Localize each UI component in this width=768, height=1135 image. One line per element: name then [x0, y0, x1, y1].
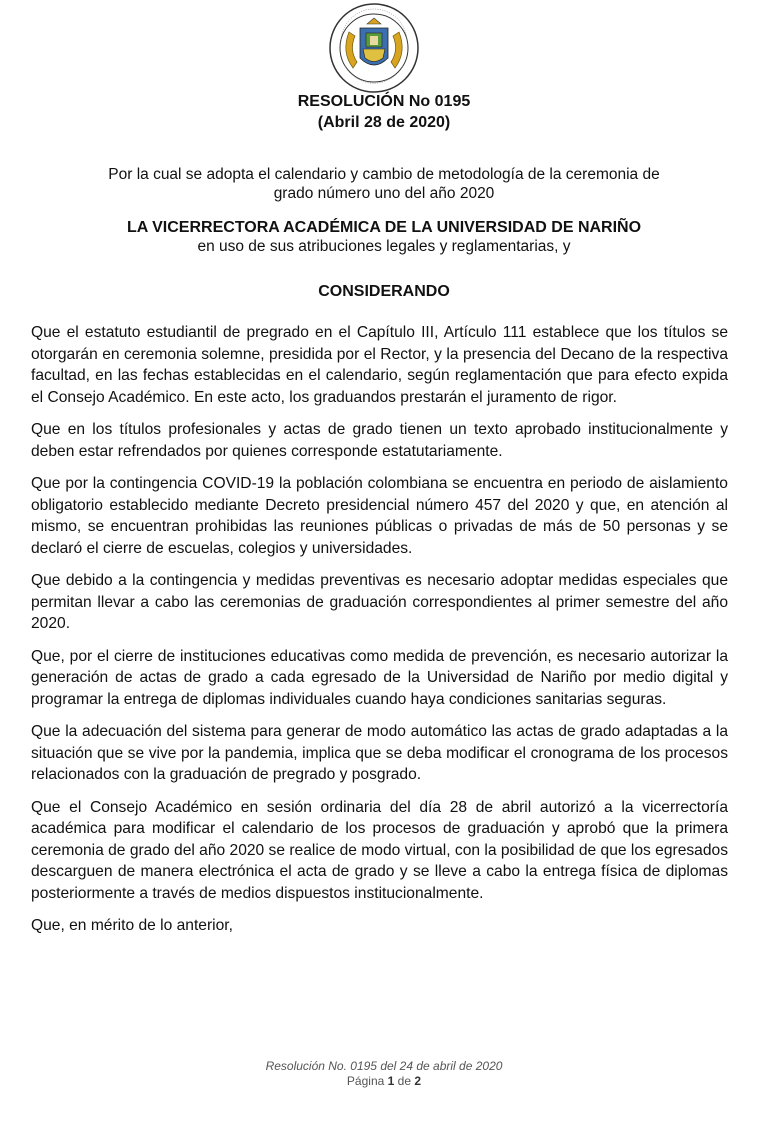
footer-page-total: 2: [414, 1074, 422, 1088]
resolution-title: RESOLUCIÓN No 0195: [297, 93, 471, 110]
consideration-paragraph: Que el estatuto estudiantil de pregrado en el Capítulo III, Artículo 111 establece que los títulos se otorgarán en ceremonia solemne, presidida por el Rector, y la presencia del Decano de la respectiva facultad, en las fechas establecidas en el calendario, según reglamentación que para efecto expida el Consejo Académico. En este acto, los graduandos prestarán el juramento de rigor.: [31, 324, 728, 406]
consideration-paragraph: Que en los títulos profesionales y actas de grado tienen un texto aprobado institucionalmente y deben estar refrendados por quienes corresponde estatutariamente.: [31, 421, 728, 460]
closing-phrase: Que, en mérito de lo anterior,: [31, 917, 233, 934]
footer-page-of: de: [397, 1074, 412, 1088]
consideration-paragraph: Que debido a la contingencia y medidas preventivas es necesario adoptar medidas especiales que permitan llevar a cabo las ceremonias de graduación correspondientes al primer semestre del año 2020.: [31, 572, 728, 632]
resolution-date: (Abril 28 de 2020): [317, 114, 451, 131]
footer-resolution-ref: Resolución No. 0195: [265, 1059, 377, 1073]
consideration-paragraph: Que la adecuación del sistema para generar de modo automático las actas de grado adaptadas a la situación que se vive por la pandemia, implica que se deba modificar el cronograma de los procesos relacionados con la graduación de pregrado y posgrado.: [31, 723, 728, 783]
page-footer: [0, 1059, 768, 1089]
footer-page-number: [0, 1074, 768, 1089]
authority-title: LA VICERRECTORA ACADÉMICA DE LA UNIVERSIDAD DE NARIÑO: [126, 219, 642, 236]
consideration-paragraph: Que el Consejo Académico en sesión ordinaria del día 28 de abril autorizó a la vicerrectoría académica para modificar el calendario de los procesos de graduación y aprobó que la primera ceremonia de grado del año 2020 se realice de modo virtual, con la posibilidad de que los egresados descarguen de manera electrónica el acta de grado y se lleve a cabo la entrega física de diplomas posteriormente a través de medios dispuestos institucionalmente.: [31, 798, 728, 902]
footer-page-label: Página: [346, 1074, 385, 1088]
footer-page-current: 1: [387, 1074, 395, 1088]
consideration-paragraph: Que, por el cierre de instituciones educativas como medida de prevención, es necesario autorizar la generación de actas de grado a cada egresado de la Universidad de Nariño por medio digital y programar la entrega de diplomas individuales cuando haya condiciones sanitarias seguras.: [31, 647, 728, 708]
university-seal-logo: [327, 2, 421, 94]
considerando-heading: CONSIDERANDO: [318, 283, 450, 300]
footer-date-ref: del 24 de abril de 2020: [380, 1059, 503, 1073]
footer-resolution-line: [0, 1059, 768, 1074]
resolution-subject: Por la cual se adopta el calendario y cambio de metodología de la ceremonia de grado número uno del año 2020: [108, 166, 660, 202]
consideration-paragraph: Que por la contingencia COVID-19 la población colombiana se encuentra en periodo de aislamiento obligatorio establecido mediante Decreto presidencial número 457 del 2020 y que, en atención al mismo, se encuentran prohibidas las reuniones públicas o privadas de más de 50 personas y se declaró el cierre de escuelas, colegios y universidades.: [31, 475, 728, 557]
authority-subtitle: en uso de sus atribuciones legales y reglamentarias, y: [197, 238, 571, 255]
considerations-body: [31, 322, 728, 948]
